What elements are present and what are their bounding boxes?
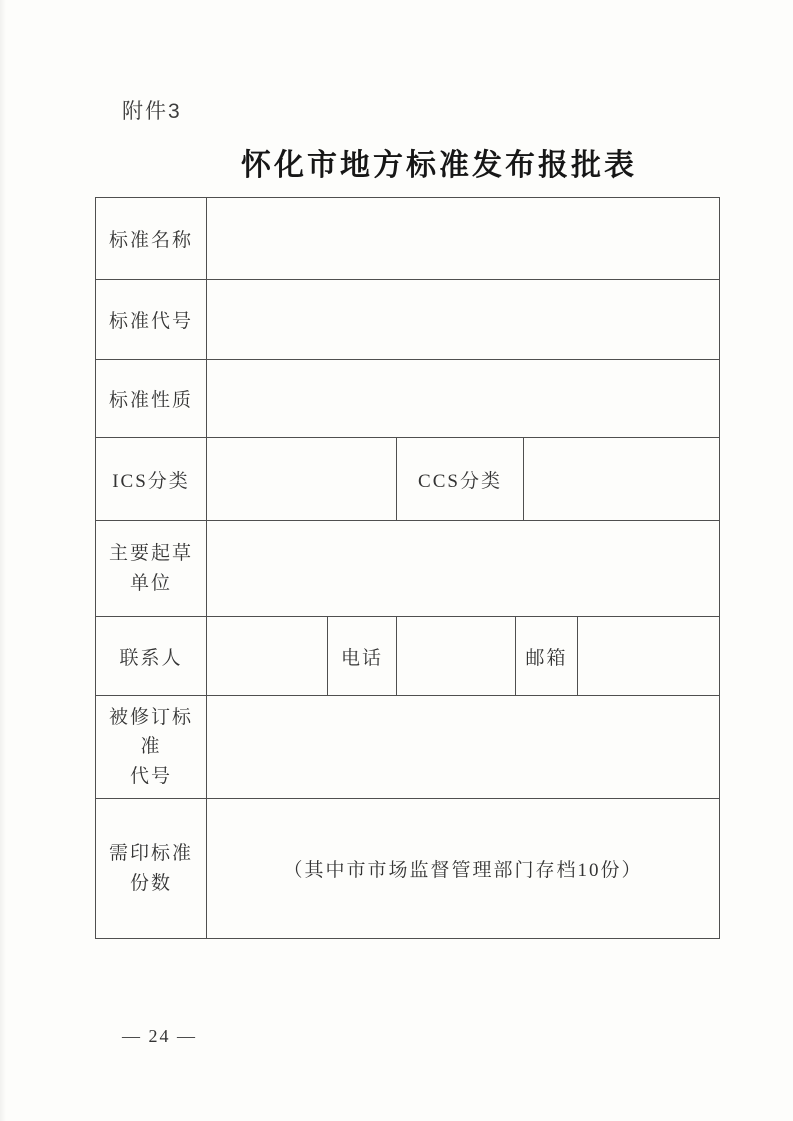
row-standard-code [96, 280, 720, 360]
contact-field [207, 617, 328, 696]
revised-code-label [96, 696, 207, 799]
drafting-unit-label-line2: 单位 [129, 572, 172, 594]
drafting-unit-label-line1: 主要起草 [108, 543, 193, 565]
approval-form-table [95, 197, 720, 939]
print-copies-label [96, 799, 207, 939]
email-field [578, 617, 720, 696]
ics-label: ICS分类 [96, 438, 207, 521]
row-standard-name [96, 198, 720, 280]
standard-code-field [207, 280, 720, 360]
email-label: 邮箱 [516, 617, 578, 696]
standard-code-label: 标准代号 [96, 280, 207, 360]
page-title: 怀化市地方标准发布报批表 [241, 149, 637, 182]
standard-nature-label: 标准性质 [96, 360, 207, 438]
row-revised-code [96, 696, 720, 799]
standard-name-field [207, 198, 720, 280]
attachment-label: 附件3 [122, 100, 182, 123]
standard-nature-field [207, 360, 720, 438]
print-copies-label-line2: 份数 [129, 872, 172, 894]
revised-code-label-line1: 被修订标准 [108, 706, 193, 758]
ccs-field [524, 438, 720, 521]
contact-label: 联系人 [96, 617, 207, 696]
revised-code-field [207, 696, 720, 799]
phone-label: 电话 [328, 617, 397, 696]
revised-code-label-line2: 代号 [129, 765, 172, 787]
row-contact [96, 617, 720, 696]
print-copies-label-line1: 需印标准 [108, 843, 193, 865]
drafting-unit-label [96, 521, 207, 617]
row-ics-ccs [96, 438, 720, 521]
standard-name-label: 标准名称 [96, 198, 207, 280]
ics-field [207, 438, 397, 521]
row-drafting-unit [96, 521, 720, 617]
print-copies-note: （其中市市场监督管理部门存档10份） [207, 799, 720, 939]
drafting-unit-field [207, 521, 720, 617]
page-number: — 24 — [122, 1026, 197, 1046]
row-print-copies [96, 799, 720, 939]
ccs-label: CCS分类 [397, 438, 524, 521]
phone-field [397, 617, 516, 696]
row-standard-nature [96, 360, 720, 438]
